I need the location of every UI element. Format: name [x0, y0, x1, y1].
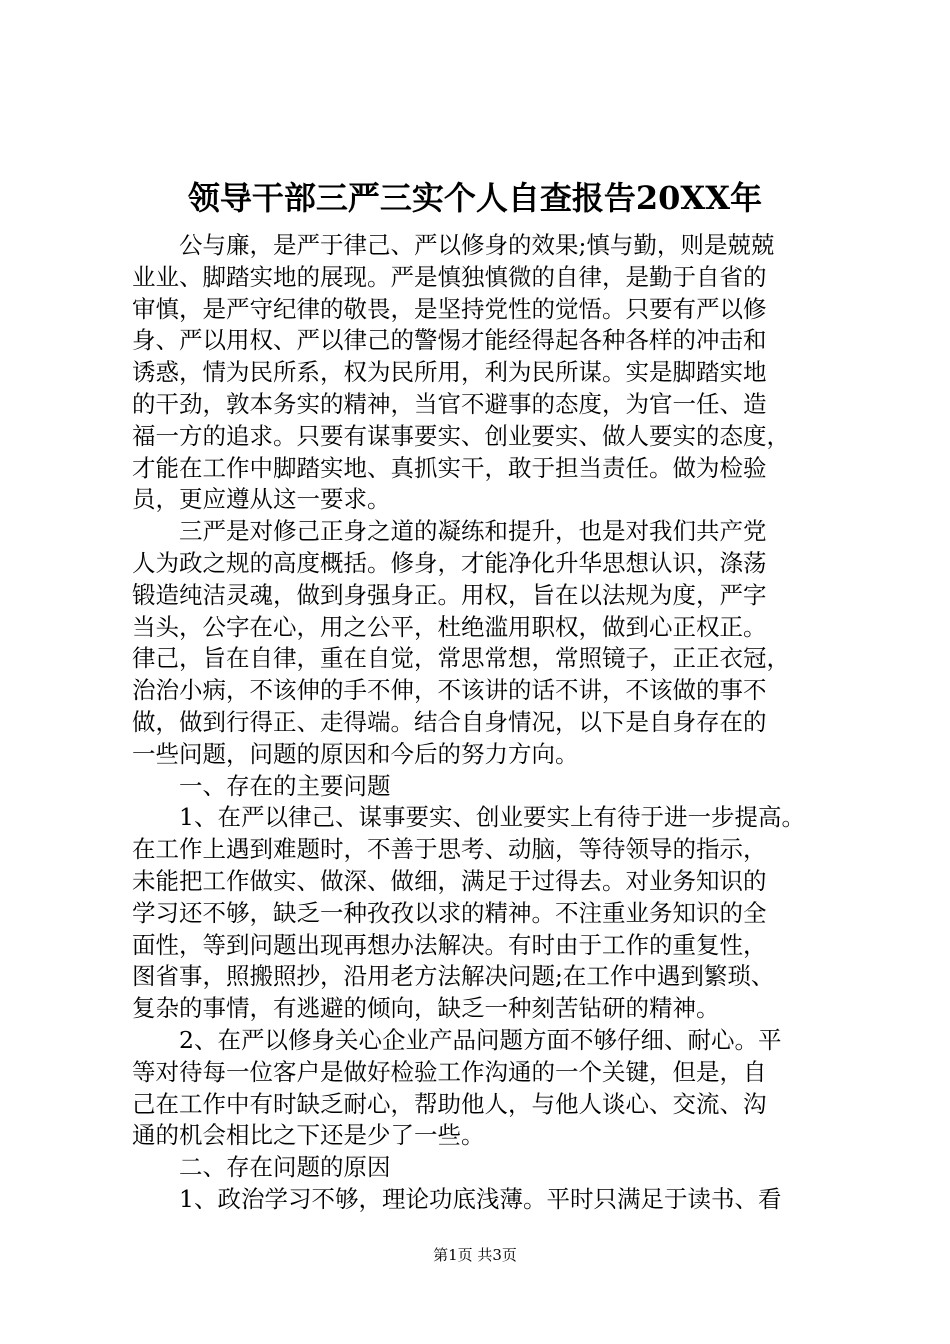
text-line: 己在工作中有时缺乏耐心，帮助他人，与他人谈心、交流、沟 [132, 1089, 767, 1118]
text-line: 1、在严以律己、谋事要实、创业要实上有待于进一步提高。 [179, 803, 805, 832]
text-line: 员，更应遵从这一要求。 [132, 485, 391, 514]
page-footer: 第1页 共3页 [433, 1246, 517, 1264]
text-line: 学习还不够，缺乏一种孜孜以求的精神。不注重业务知识的全 [132, 898, 767, 927]
text-line: 治治小病，不该伸的手不伸，不该讲的话不讲，不该做的事不 [132, 676, 767, 705]
document-body [132, 230, 840, 1216]
text-line: 审慎，是严守纪律的敬畏，是坚持党性的觉悟。只要有严以修 [132, 294, 767, 323]
text-line: 复杂的事情，有逃避的倾向，缺乏一种刻苦钻研的精神。 [132, 994, 720, 1023]
text-line: 未能把工作做实、做深、做细，满足于过得去。对业务知识的 [132, 866, 767, 895]
text-line: 一、存在的主要问题 [179, 771, 391, 800]
text-line: 一些问题，问题的原因和今后的努力方向。 [132, 739, 579, 768]
text-line: 1、政治学习不够，理论功底浅薄。平时只满足于读书、看 [179, 1184, 782, 1213]
text-line: 才能在工作中脚踏实地、真抓实干，敢于担当责任。做为检验 [132, 453, 767, 482]
text-line: 图省事，照搬照抄，沿用老方法解决问题;在工作中遇到繁琐、 [132, 962, 775, 991]
text-line: 在工作上遇到难题时，不善于思考、动脑，等待领导的指示， [132, 835, 767, 864]
document-title: 领导干部三严三实个人自查报告20XX年 [187, 179, 763, 217]
text-line: 锻造纯洁灵魂，做到身强身正。用权，旨在以法规为度，严字 [132, 580, 767, 609]
text-line: 二、存在问题的原因 [179, 1153, 391, 1182]
text-line: 面性，等到问题出现再想办法解决。有时由于工作的重复性， [132, 930, 767, 959]
text-line: 福一方的追求。只要有谋事要实、创业要实、做人要实的态度， [132, 421, 790, 450]
text-line: 2、在严以修身关心企业产品问题方面不够仔细、耐心。平 [179, 1025, 782, 1054]
text-line: 做，做到行得正、走得端。结合自身情况，以下是自身存在的 [132, 707, 767, 736]
text-line: 业业、脚踏实地的展现。严是慎独慎微的自律，是勤于自省的 [132, 262, 767, 291]
text-line: 人为政之规的高度概括。修身，才能净化升华思想认识，涤荡 [132, 548, 767, 577]
text-line: 通的机会相比之下还是少了一些。 [132, 1121, 485, 1150]
text-line: 当头，公字在心，用之公平，杜绝滥用职权，做到心正权正。 [132, 612, 767, 641]
text-line: 等对待每一位客户是做好检验工作沟通的一个关键，但是，自 [132, 1057, 767, 1086]
text-line: 律己，旨在自律，重在自觉，常思常想，常照镜子，正正衣冠， [132, 644, 790, 673]
text-line: 三严是对修己正身之道的凝练和提升，也是对我们共产党 [179, 517, 767, 546]
text-line: 的干劲，敦本务实的精神，当官不避事的态度，为官一任、造 [132, 389, 767, 418]
text-line: 身、严以用权、严以律己的警惕才能经得起各种各样的冲击和 [132, 326, 767, 355]
text-line: 诱惑，情为民所系，权为民所用，利为民所谋。实是脚踏实地 [132, 358, 767, 387]
text-line: 公与廉，是严于律己、严以修身的效果;慎与勤，则是兢兢 [179, 231, 775, 259]
